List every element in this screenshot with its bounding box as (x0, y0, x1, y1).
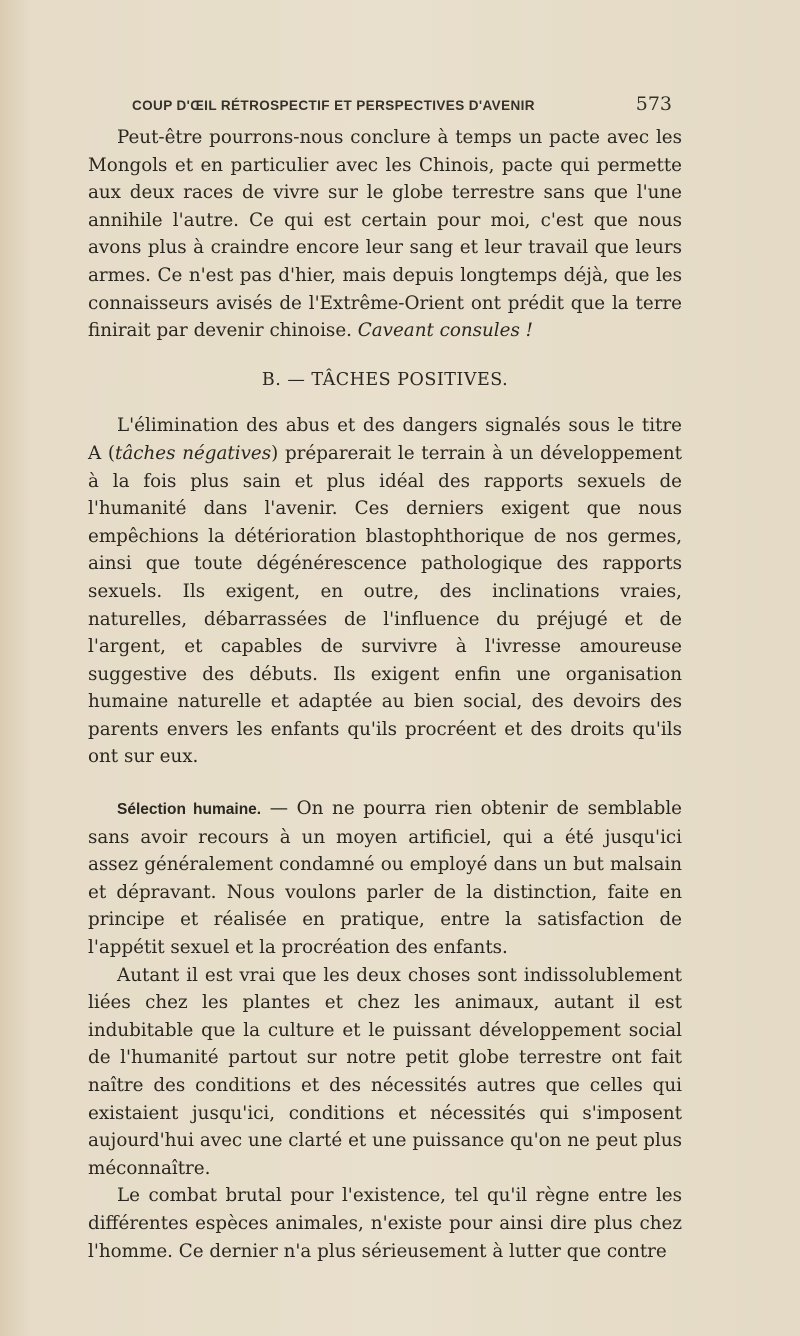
paragraph-positive-tasks (88, 412, 682, 771)
running-header (132, 93, 672, 115)
latin-quote: Caveant consules ! (357, 320, 534, 342)
paragraph-intro (88, 124, 682, 345)
paragraph-culture (88, 962, 682, 1183)
body-text (88, 124, 682, 1265)
para4-text: Autant il est vrai que les deux choses sont indissolublement liées chez les plantes et chez les animaux, autant il est indubitable que la culture et le puissant développement social de l'humanité partout sur notre petit globe terrestre ont fait naître des conditions et des nécessités autres que celles qui existaient jusqu'ici, conditions et nécessités qui s'imposent aujourd'hui avec une clarté et une puissance qu'on ne peut plus méconnaître. (88, 964, 682, 1179)
para2-before: L'élimination des abus et des dangers signalés sous le titre A ( (88, 415, 682, 464)
para2-after: ) préparerait le terrain à un développement à la fois plus sain et plus idéal des rapports sexuels de l'humanité dans l'avenir. Ces derniers exigent que nous empêchions la détérioration blastophthorique de nos germes, ainsi que toute dégénérescence pathologique des rapports sexuels. Ils exigent, en outre, des inclinations vraies, naturelles, débarrassées de l'influence du préjugé et de l'argent, et capables de survivre à l'ivresse amoureuse suggestive des débuts. Ils exigent enfin une organisation humaine naturelle et adaptée au bien social, des devoirs des parents envers les enfants qu'ils procréent et des droits qu'ils ont sur eux. (88, 442, 683, 768)
paragraph-human-selection (88, 795, 682, 962)
para2-italic: tâches négatives (115, 442, 272, 464)
para3-text: — On ne pourra rien obtenir de semblable sans avoir recours à un moyen artificiel, qui a été jusqu'ici assez généralement condamné ou employé dans un but malsain et dépravant. Nous voulons parler de la distinction, faite en principe et réalisée en pratique, entre la satisfaction de l'appétit sexuel et la procréation des enfants. (88, 798, 682, 959)
runin-heading: Sélection humaine. (117, 801, 262, 819)
para5-text: Le combat brutal pour l'existence, tel qu'il règne entre les différentes espèces animales, n'existe pour ainsi dire plus chez l'homme. Ce dernier n'a plus sérieusement à lutter que contre (88, 1185, 682, 1262)
paragraph-struggle (88, 1182, 682, 1265)
intro-text: Peut-être pourrons-nous conclure à temps un pacte avec les Mongols et en particulier avec les Chinois, pacte qui permette aux deux races de vivre sur le globe terrestre sans que l'une annihile l'autre. Ce qui est certain pour moi, c'est que nous avons plus à craindre encore leur sang et leur travail que leurs armes. Ce n'est pas d'hier, mais depuis longtemps déjà, que les connaisseurs avisés de l'Extrême-Orient ont prédit que la terre finirait par devenir chinoise. (88, 127, 682, 342)
section-heading: B. — TÂCHES POSITIVES. (261, 369, 509, 390)
page-number: 573 (635, 93, 672, 115)
paragraph-gap (88, 771, 682, 795)
running-title: COUP D'ŒIL RÉTROSPECTIF ET PERSPECTIVES D'AVENIR (132, 98, 535, 113)
